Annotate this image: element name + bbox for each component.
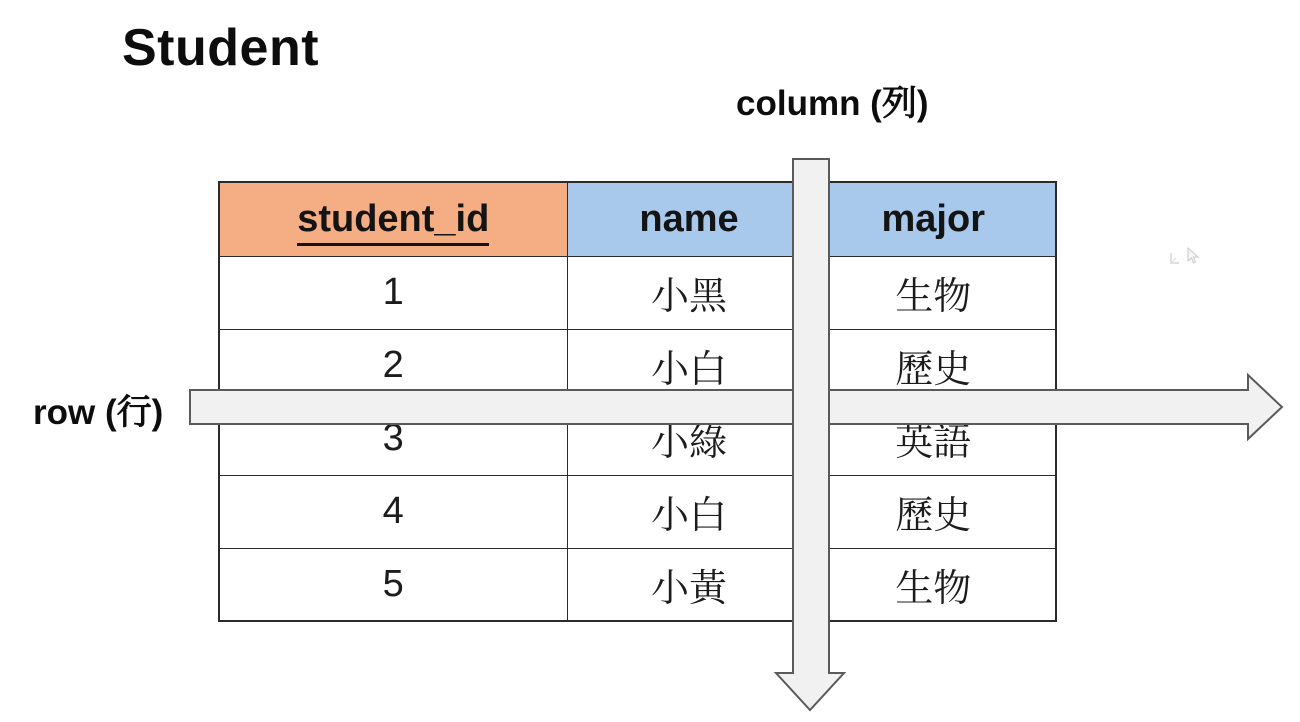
table-cell: 1: [219, 256, 567, 329]
table-cell: 英語: [811, 402, 1056, 475]
table-cell: 生物: [811, 256, 1056, 329]
table-cell: 歷史: [811, 475, 1056, 548]
column-header-label: name: [639, 197, 739, 240]
table-cell: 2: [219, 329, 567, 402]
column-annotation-label: column (列): [736, 84, 929, 123]
column-header-label: student_id: [297, 198, 489, 246]
column-arrow-icon: [773, 157, 847, 713]
table-cell: 4: [219, 475, 567, 548]
cursor-ghost-icon: [1186, 247, 1200, 265]
table-header-row: [219, 182, 1056, 256]
column-header-major: [811, 182, 1056, 256]
table-row: [219, 475, 1056, 548]
cursor-ghost-icon: [1168, 250, 1182, 266]
column-header-student_id: [219, 182, 567, 256]
table-cell: 3: [219, 402, 567, 475]
table-row: [219, 256, 1056, 329]
table-row: [219, 548, 1056, 621]
table-cell: 生物: [811, 548, 1056, 621]
row-arrow-icon: [188, 371, 1286, 443]
table-cell: 小黃: [567, 548, 811, 621]
page-title: Student: [122, 19, 320, 77]
table-cell: 小黑: [567, 256, 811, 329]
table-cell: 5: [219, 548, 567, 621]
column-header-label: major: [881, 197, 985, 240]
table-cell: 小綠: [567, 402, 811, 475]
row-annotation-label: row (行): [33, 393, 164, 432]
table-cell: 歷史: [811, 329, 1056, 402]
table-cell: 小白: [567, 475, 811, 548]
table-cell: 小白: [567, 329, 811, 402]
